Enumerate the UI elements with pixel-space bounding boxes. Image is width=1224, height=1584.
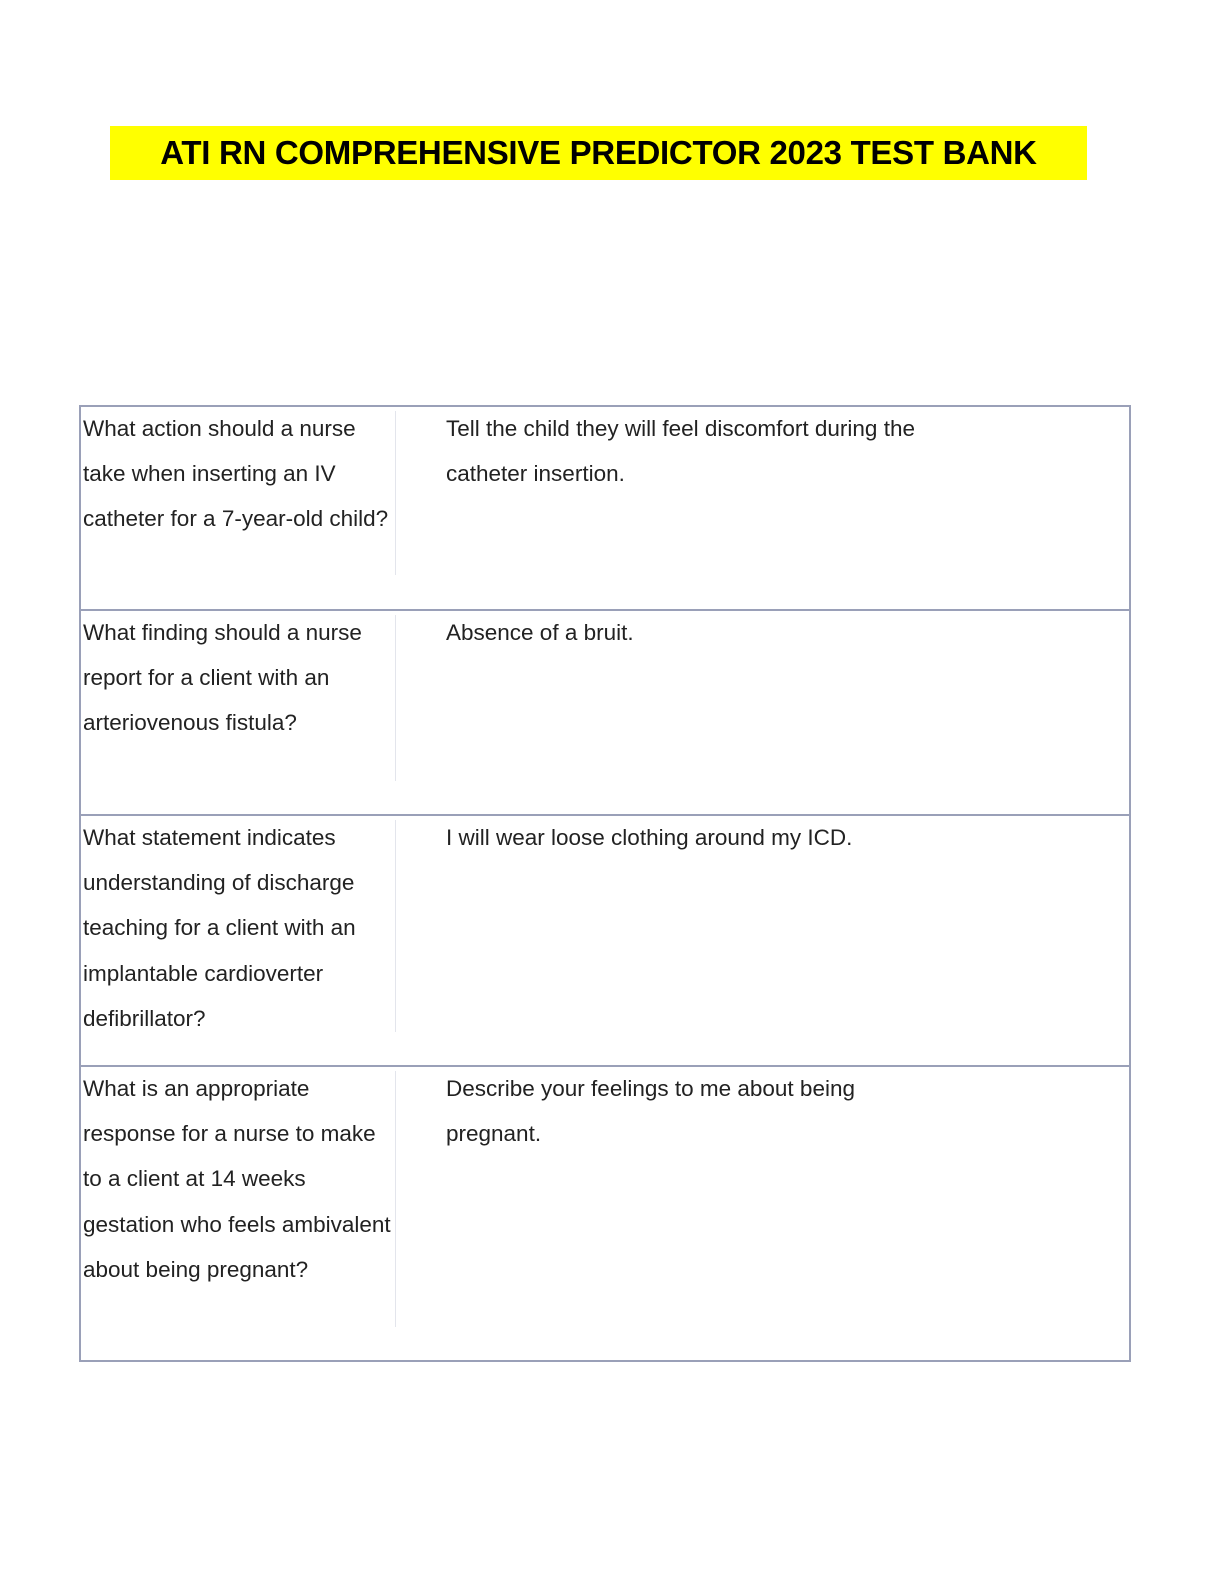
- question-cell: What is an appropriate response for a nurse to make to a client at 14 weeks gestation who feels ambivalent about being pregnant?: [83, 1076, 391, 1282]
- answer-cell: Describe your feelings to me about being pregnant.: [446, 1076, 855, 1146]
- table-row: [81, 611, 1129, 816]
- table-row: [81, 816, 1129, 1067]
- document-title: ATI RN COMPREHENSIVE PREDICTOR 2023 TEST BANK: [160, 134, 1037, 171]
- answer-cell: I will wear loose clothing around my ICD.: [446, 825, 853, 850]
- column-divider: [395, 615, 396, 781]
- column-divider: [395, 820, 396, 1032]
- column-divider: [395, 1071, 396, 1327]
- question-cell: What finding should a nurse report for a client with an arteriovenous fistula?: [83, 620, 362, 736]
- column-divider: [395, 411, 396, 575]
- table-row: [81, 1067, 1129, 1360]
- question-cell: What action should a nurse take when inserting an IV catheter for a 7-year-old child?: [83, 416, 389, 532]
- table-row: [81, 407, 1129, 611]
- answer-cell: Tell the child they will feel discomfort during the catheter insertion.: [446, 416, 915, 486]
- question-cell: What statement indicates understanding of discharge teaching for a client with an implantable cardioverter defibrillator?: [83, 825, 356, 1031]
- qa-table: [79, 405, 1131, 1362]
- answer-cell: Absence of a bruit.: [446, 620, 634, 645]
